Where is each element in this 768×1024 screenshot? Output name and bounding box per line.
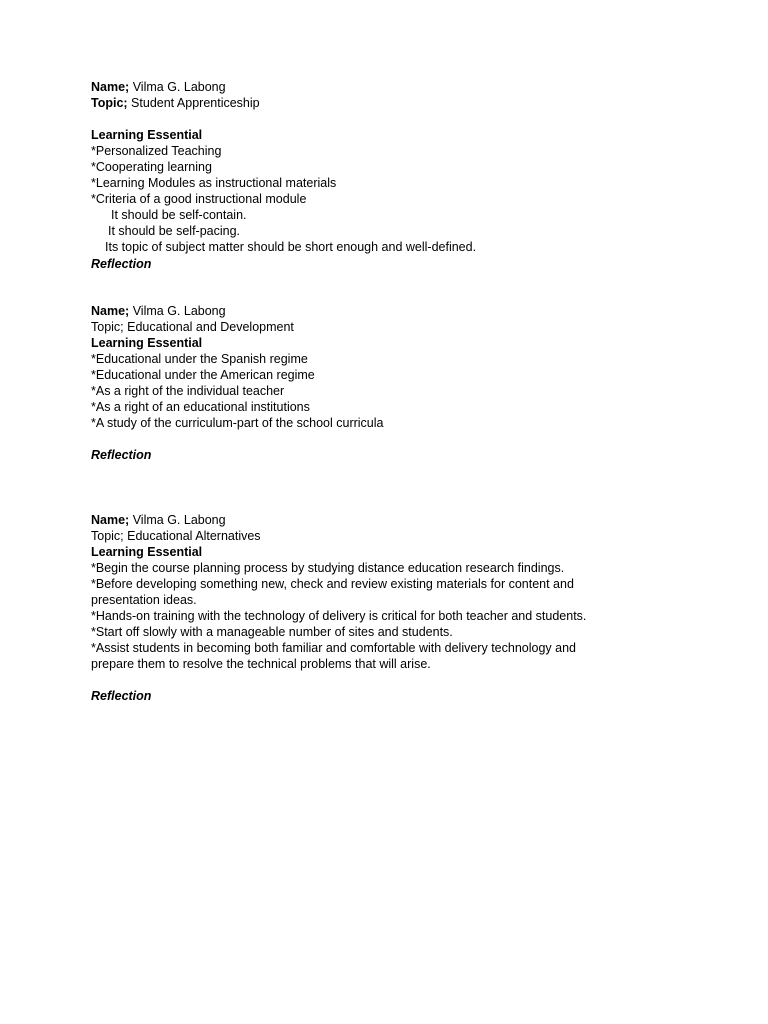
list-item: prepare them to resolve the technical problems that will arise. xyxy=(91,657,431,671)
entry-3-topic-line: Topic; Educational Alternatives xyxy=(91,529,261,543)
list-item: *As a right of the individual teacher xyxy=(91,384,285,398)
list-item: It should be self-pacing. xyxy=(108,224,241,238)
list-item: *Hands-on training with the technology of delivery is critical for both teacher and students. xyxy=(91,609,587,623)
list-item: *Educational under the Spanish regime xyxy=(91,352,308,366)
entry-1-reflection: Reflection xyxy=(91,257,152,271)
entry-2-learning-heading: Learning Essential xyxy=(91,336,203,350)
entry-2-topic-line: Topic; Educational and Development xyxy=(91,320,294,334)
entry-2-reflection: Reflection xyxy=(91,448,152,462)
list-item: presentation ideas. xyxy=(91,593,197,607)
list-item: *Cooperating learning xyxy=(91,160,212,174)
topic-label: Topic; xyxy=(91,96,128,110)
entry-1-name-line xyxy=(91,79,226,95)
list-item: *A study of the curriculum-part of the school curricula xyxy=(91,416,384,430)
list-item: *Start off slowly with a manageable number of sites and students. xyxy=(91,625,453,639)
list-item: *As a right of an educational institutions xyxy=(91,400,310,414)
list-item: *Educational under the American regime xyxy=(91,368,315,382)
name-value: Vilma G. Labong xyxy=(129,513,226,527)
topic-value: Student Apprenticeship xyxy=(127,96,260,110)
name-label: Name; xyxy=(91,80,130,94)
list-item: *Personalized Teaching xyxy=(91,144,222,158)
list-item: *Learning Modules as instructional materials xyxy=(91,176,337,190)
list-item: *Before developing something new, check and review existing materials for content and xyxy=(91,577,574,591)
list-item: Its topic of subject matter should be short enough and well-defined. xyxy=(105,240,477,254)
entry-2-name-line xyxy=(91,303,226,319)
entry-1-topic-line xyxy=(91,95,260,111)
name-value: Vilma G. Labong xyxy=(129,304,226,318)
entry-3-learning-heading: Learning Essential xyxy=(91,545,203,559)
name-label: Name; xyxy=(91,304,130,318)
name-value: Vilma G. Labong xyxy=(129,80,226,94)
name-label: Name; xyxy=(91,513,130,527)
list-item: It should be self-contain. xyxy=(111,208,247,222)
entry-3-name-line xyxy=(91,512,226,528)
list-item: *Assist students in becoming both familiar and comfortable with delivery technology and xyxy=(91,641,576,655)
entry-1-learning-heading: Learning Essential xyxy=(91,128,203,142)
entry-3-reflection: Reflection xyxy=(91,689,152,703)
list-item: *Begin the course planning process by studying distance education research findings. xyxy=(91,561,565,575)
list-item: *Criteria of a good instructional module xyxy=(91,192,307,206)
